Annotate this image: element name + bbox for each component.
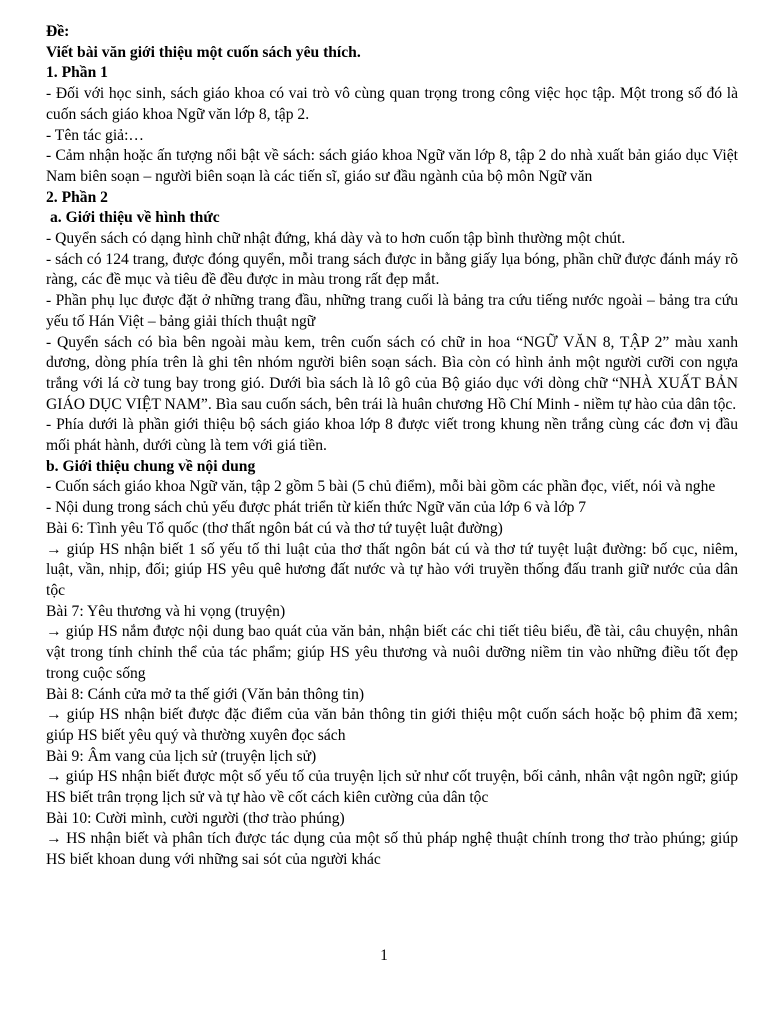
paragraph: - Tên tác giả:… (46, 126, 145, 144)
document-title: Viết bài văn giới thiệu một cuốn sách yêu thích. (46, 43, 361, 61)
paragraph: - Phía dưới là phần giới thiệu bộ sách giáo khoa lớp 8 được viết trong khung nền trắng cùng các đơn vị đầu mối phát hành, dưới cùng là tem với giá tiền. (46, 416, 738, 455)
paragraph: - Phần phụ lục được đặt ở những trang đầu, những trang cuối là bảng tra cứu tiếng nước ngoài – bảng tra cứu yếu tố Hán Việt – bảng giải thích thuật ngữ (46, 292, 738, 330)
lesson-title: Bài 10: Cười mình, cười người (thơ trào phúng) (46, 809, 345, 827)
paragraph: - Quyển sách có bìa bên ngoài màu kem, trên cuốn sách có chữ in hoa “NGỮ VĂN 8, TẬP 2” màu xanh dương, dòng phía trên là ghi tên nhóm người biên soạn sách. Bìa còn có hình ảnh một người cưỡi con ngựa trắng với lá cờ tung bay trong gió. Dưới bìa sách là lô gô của Bộ giáo dục với dòng chữ “NHÀ XUẤT BẢN GIÁO DỤC VIỆT NAM”. Bìa sau cuốn sách, bên trái là huân chương Hồ Chí Minh - niềm tự hào của dân tộc. (46, 333, 738, 413)
paragraph: - Cuốn sách giáo khoa Ngữ văn, tập 2 gồm 5 bài (5 chủ điểm), mỗi bài gồm các phần đọc, viết, nói và nghe (46, 478, 716, 496)
lesson-summary: → HS nhận biết và phân tích được tác dụng của một số thủ pháp nghệ thuật chính trong thơ trào phúng; giúp HS biết khoan dung với những sai sót của người khác (46, 830, 738, 869)
lesson-summary: → giúp HS nắm được nội dung bao quát của văn bản, nhận biết các chi tiết tiêu biểu, đề tài, câu chuyện, nhân vật trong tính chỉnh thể của tác phẩm; giúp HS yêu thương và nuôi dưỡng niềm tin vào những điều tốt đẹp trong cuộc sống (46, 623, 738, 682)
paragraph: - Nội dung trong sách chủ yếu được phát triển từ kiến thức Ngữ văn của lớp 6 và lớp 7 (46, 499, 587, 517)
lesson-summary: → giúp HS nhận biết được đặc điểm của văn bản thông tin giới thiệu một cuốn sách hoặc bộ phim đã xem; giúp HS biết yêu quý và thường xuyên đọc sách (46, 706, 738, 744)
prompt-label: Đề: (46, 23, 70, 40)
part2b-heading: b. Giới thiệu chung về nội dung (46, 457, 256, 475)
lesson-title: Bài 7: Yêu thương và hi vọng (truyện) (46, 602, 286, 620)
paragraph: - Đối với học sinh, sách giáo khoa có vai trò vô cùng quan trọng trong công việc học tập. Một trong số đó là cuốn sách giáo khoa Ngữ văn lớp 8, tập 2. (46, 85, 738, 123)
paragraph: - sách có 124 trang, được đóng quyển, mỗi trang sách được in bằng giấy lụa bóng, phần chữ được đánh máy rõ ràng, các đề mục và tiêu đề đều được in màu trong rất đẹp mắt. (46, 250, 738, 289)
page-number: 1 (380, 947, 388, 964)
lesson-title: Bài 8: Cánh cửa mở ta thế giới (Văn bản thông tin) (46, 685, 365, 703)
part1-heading: 1. Phần 1 (46, 64, 108, 82)
lesson-title: Bài 6: Tình yêu Tổ quốc (thơ thất ngôn bát cú và thơ tứ tuyệt luật đường) (46, 519, 503, 537)
part2-heading: 2. Phần 2 (46, 188, 108, 206)
lesson-summary: → giúp HS nhận biết được một số yếu tố của truyện lịch sử như cốt truyện, bối cảnh, nhân vật ngôn ngữ; giúp HS biết trân trọng lịch sử và tự hào về cốt cách kiên cường của dân tộc (46, 768, 738, 807)
part2a-heading: a. Giới thiệu về hình thức (50, 209, 220, 227)
lesson-summary: → giúp HS nhận biết 1 số yếu tố thi luật của thơ thất ngôn bát cú và thơ tứ tuyệt luật đường: bố cục, niêm, luật, vần, nhịp, đối; giúp HS yêu quê hương đất nước và tự hào với truyền thống đấu tranh giữ nước của dân tộc (46, 540, 738, 599)
paragraph: - Quyển sách có dạng hình chữ nhật đứng, khá dày và to hơn cuốn tập bình thường một chút. (46, 230, 626, 248)
lesson-title: Bài 9: Âm vang của lịch sử (truyện lịch sử) (46, 747, 317, 765)
paragraph: - Cảm nhận hoặc ấn tượng nổi bật về sách: sách giáo khoa Ngữ văn lớp 8, tập 2 do nhà xuất bản giáo dục Việt Nam biên soạn – người biên soạn là các tiến sĩ, giáo sư đầu ngành của bộ môn Ngữ văn (46, 147, 738, 185)
document-body (46, 22, 738, 871)
